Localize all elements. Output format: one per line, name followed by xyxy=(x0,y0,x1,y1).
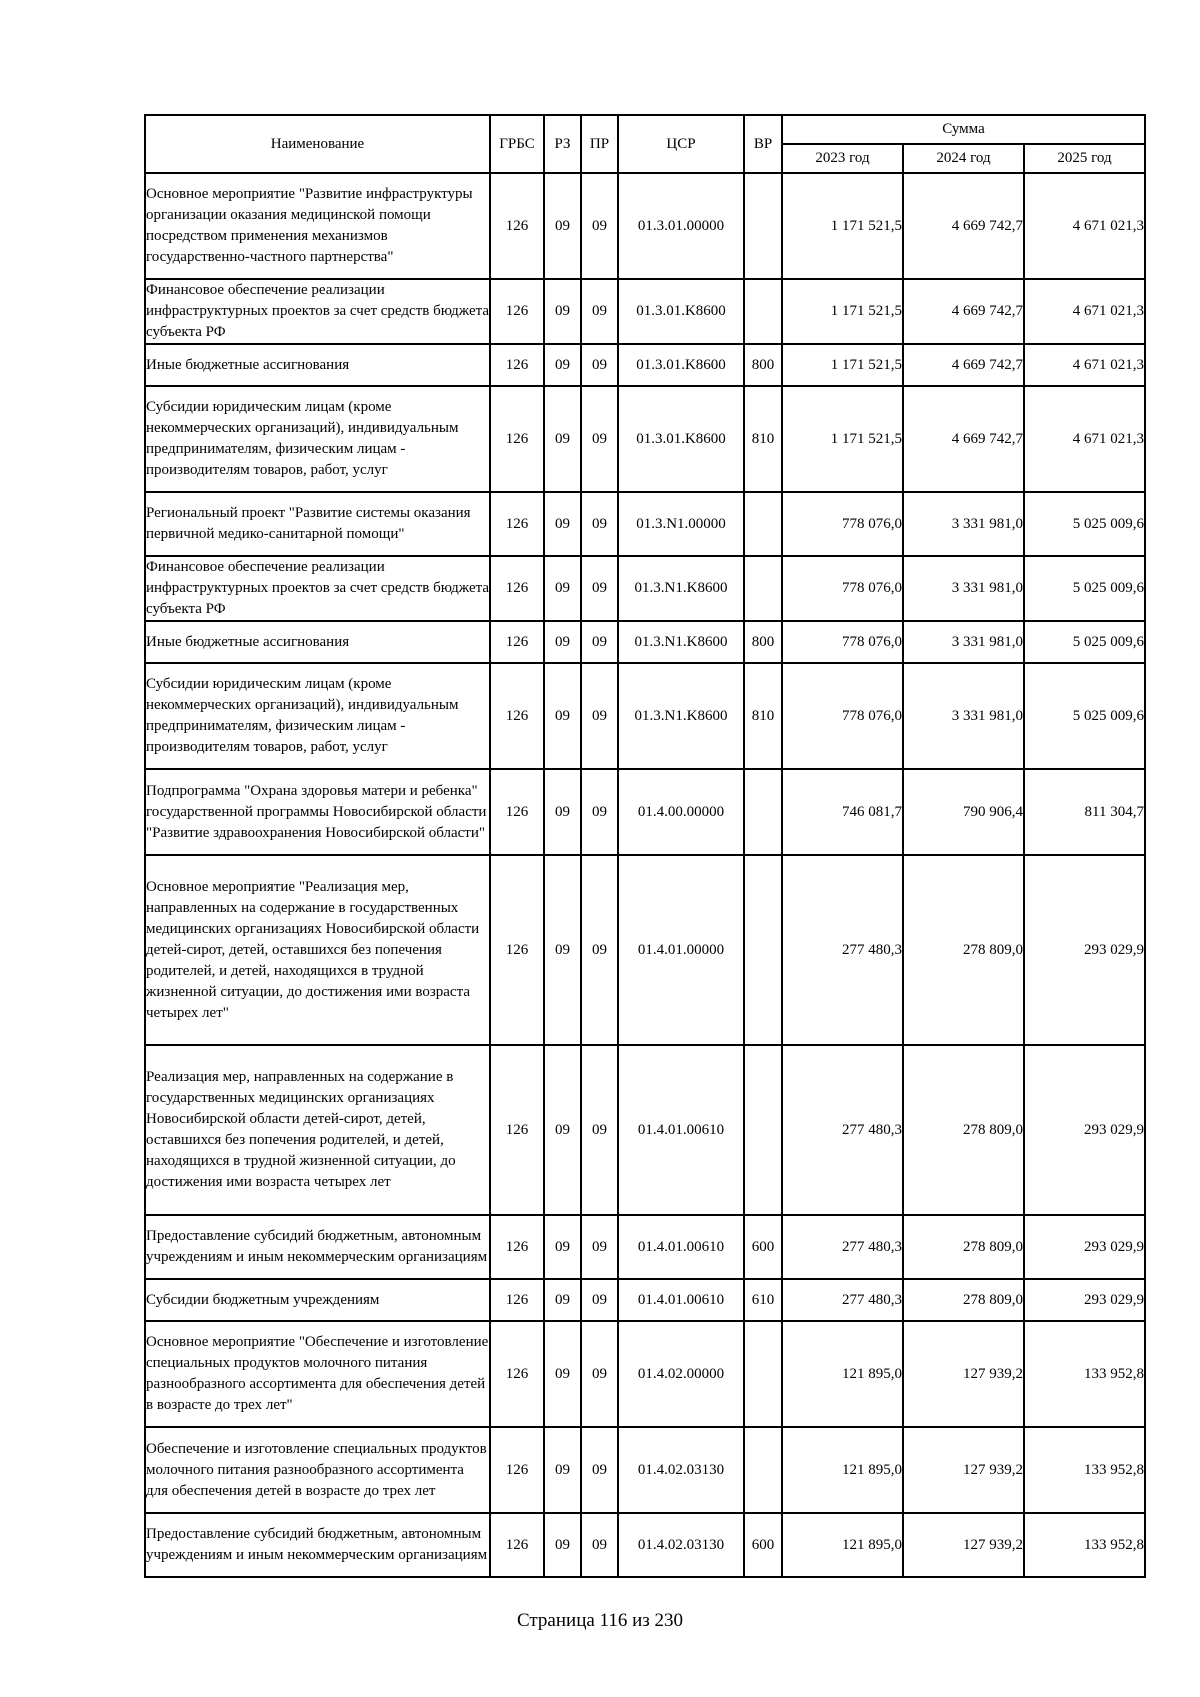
row-vr xyxy=(744,556,782,621)
row-rz: 09 xyxy=(544,556,581,621)
table-row xyxy=(145,1045,1145,1215)
document-page xyxy=(144,114,1144,1578)
row-pr: 09 xyxy=(581,173,618,279)
row-vr xyxy=(744,1427,782,1513)
table-header xyxy=(145,115,1145,173)
row-csr: 01.3.N1.00000 xyxy=(618,492,744,556)
row-grbs: 126 xyxy=(490,173,544,279)
row-vr: 610 xyxy=(744,1279,782,1321)
row-name: Основное мероприятие "Развитие инфраструктуры организации оказания медицинской помощи посредством применения механизмов государственно-частного партнерства" xyxy=(145,173,490,279)
header-rz: РЗ xyxy=(544,115,581,173)
row-vr xyxy=(744,855,782,1045)
row-sum-2023: 277 480,3 xyxy=(782,855,903,1045)
row-sum-2025: 4 671 021,3 xyxy=(1024,344,1145,386)
table-row xyxy=(145,279,1145,344)
row-sum-2025: 133 952,8 xyxy=(1024,1427,1145,1513)
row-csr: 01.4.02.00000 xyxy=(618,1321,744,1427)
table-row xyxy=(145,855,1145,1045)
row-pr: 09 xyxy=(581,1427,618,1513)
row-grbs: 126 xyxy=(490,279,544,344)
row-sum-2025: 5 025 009,6 xyxy=(1024,663,1145,769)
row-sum-2024: 278 809,0 xyxy=(903,855,1024,1045)
row-sum-2024: 278 809,0 xyxy=(903,1215,1024,1279)
row-name: Предоставление субсидий бюджетным, автономным учреждениям и иным некоммерческим организациям xyxy=(145,1215,490,1279)
row-rz: 09 xyxy=(544,621,581,663)
table-row xyxy=(145,556,1145,621)
row-sum-2024: 127 939,2 xyxy=(903,1427,1024,1513)
row-sum-2023: 778 076,0 xyxy=(782,621,903,663)
row-sum-2025: 293 029,9 xyxy=(1024,855,1145,1045)
row-csr: 01.4.02.03130 xyxy=(618,1513,744,1577)
row-csr: 01.4.01.00610 xyxy=(618,1045,744,1215)
row-vr: 810 xyxy=(744,663,782,769)
row-sum-2025: 4 671 021,3 xyxy=(1024,279,1145,344)
row-grbs: 126 xyxy=(490,1279,544,1321)
header-csr: ЦСР xyxy=(618,115,744,173)
row-sum-2025: 293 029,9 xyxy=(1024,1045,1145,1215)
row-vr xyxy=(744,279,782,344)
row-name: Иные бюджетные ассигнования xyxy=(145,344,490,386)
row-sum-2024: 3 331 981,0 xyxy=(903,621,1024,663)
row-pr: 09 xyxy=(581,769,618,855)
row-name: Предоставление субсидий бюджетным, автономным учреждениям и иным некоммерческим организациям xyxy=(145,1513,490,1577)
header-2024: 2024 год xyxy=(903,144,1024,173)
table-row xyxy=(145,1215,1145,1279)
row-sum-2025: 811 304,7 xyxy=(1024,769,1145,855)
table-body xyxy=(145,173,1145,1577)
row-grbs: 126 xyxy=(490,1321,544,1427)
row-csr: 01.3.01.00000 xyxy=(618,173,744,279)
row-rz: 09 xyxy=(544,1279,581,1321)
row-sum-2023: 277 480,3 xyxy=(782,1215,903,1279)
row-sum-2023: 121 895,0 xyxy=(782,1321,903,1427)
row-grbs: 126 xyxy=(490,1215,544,1279)
row-rz: 09 xyxy=(544,1321,581,1427)
row-sum-2023: 778 076,0 xyxy=(782,556,903,621)
table-row xyxy=(145,344,1145,386)
row-pr: 09 xyxy=(581,1215,618,1279)
row-sum-2024: 4 669 742,7 xyxy=(903,344,1024,386)
row-csr: 01.4.00.00000 xyxy=(618,769,744,855)
row-vr xyxy=(744,492,782,556)
row-sum-2024: 278 809,0 xyxy=(903,1045,1024,1215)
row-pr: 09 xyxy=(581,855,618,1045)
row-vr xyxy=(744,1321,782,1427)
header-2025: 2025 год xyxy=(1024,144,1145,173)
row-pr: 09 xyxy=(581,621,618,663)
row-rz: 09 xyxy=(544,1427,581,1513)
row-vr: 800 xyxy=(744,621,782,663)
row-sum-2023: 1 171 521,5 xyxy=(782,344,903,386)
row-pr: 09 xyxy=(581,1321,618,1427)
row-sum-2025: 5 025 009,6 xyxy=(1024,556,1145,621)
row-sum-2024: 3 331 981,0 xyxy=(903,556,1024,621)
row-name: Региональный проект "Развитие системы оказания первичной медико-санитарной помощи" xyxy=(145,492,490,556)
row-name: Субсидии бюджетным учреждениям xyxy=(145,1279,490,1321)
row-sum-2024: 4 669 742,7 xyxy=(903,279,1024,344)
table-row xyxy=(145,386,1145,492)
row-pr: 09 xyxy=(581,1279,618,1321)
row-name: Финансовое обеспечение реализации инфраструктурных проектов за счет средств бюджета субъекта РФ xyxy=(145,556,490,621)
row-rz: 09 xyxy=(544,855,581,1045)
row-csr: 01.3.N1.K8600 xyxy=(618,556,744,621)
table-row xyxy=(145,1279,1145,1321)
row-csr: 01.3.N1.K8600 xyxy=(618,621,744,663)
table-row xyxy=(145,1321,1145,1427)
table-row xyxy=(145,492,1145,556)
table-row xyxy=(145,663,1145,769)
row-sum-2024: 3 331 981,0 xyxy=(903,492,1024,556)
row-csr: 01.3.01.K8600 xyxy=(618,279,744,344)
header-2023: 2023 год xyxy=(782,144,903,173)
row-grbs: 126 xyxy=(490,386,544,492)
row-rz: 09 xyxy=(544,279,581,344)
row-sum-2023: 1 171 521,5 xyxy=(782,173,903,279)
row-name: Основное мероприятие "Реализация мер, направленных на содержание в государственных медицинских организациях Новосибирской области детей-сирот, детей, оставшихся без попечения родителей, и детей, находящихся в трудной жизненной ситуации, до достижения ими возраста четырех лет" xyxy=(145,855,490,1045)
row-csr: 01.4.01.00610 xyxy=(618,1279,744,1321)
row-rz: 09 xyxy=(544,386,581,492)
row-grbs: 126 xyxy=(490,621,544,663)
row-sum-2025: 4 671 021,3 xyxy=(1024,173,1145,279)
row-sum-2023: 121 895,0 xyxy=(782,1513,903,1577)
row-sum-2025: 293 029,9 xyxy=(1024,1215,1145,1279)
row-sum-2023: 778 076,0 xyxy=(782,492,903,556)
row-grbs: 126 xyxy=(490,492,544,556)
row-pr: 09 xyxy=(581,279,618,344)
row-sum-2025: 5 025 009,6 xyxy=(1024,492,1145,556)
row-pr: 09 xyxy=(581,556,618,621)
header-sum: Сумма xyxy=(782,115,1145,144)
row-rz: 09 xyxy=(544,769,581,855)
row-sum-2024: 4 669 742,7 xyxy=(903,173,1024,279)
row-rz: 09 xyxy=(544,663,581,769)
row-name: Обеспечение и изготовление специальных продуктов молочного питания разнообразного ассортимента для обеспечения детей в возрасте до трех лет xyxy=(145,1427,490,1513)
row-sum-2023: 778 076,0 xyxy=(782,663,903,769)
row-grbs: 126 xyxy=(490,1513,544,1577)
row-sum-2024: 4 669 742,7 xyxy=(903,386,1024,492)
row-sum-2024: 278 809,0 xyxy=(903,1279,1024,1321)
row-grbs: 126 xyxy=(490,1427,544,1513)
row-csr: 01.3.01.K8600 xyxy=(618,344,744,386)
row-sum-2025: 133 952,8 xyxy=(1024,1321,1145,1427)
header-name: Наименование xyxy=(145,115,490,173)
row-name: Финансовое обеспечение реализации инфраструктурных проектов за счет средств бюджета субъекта РФ xyxy=(145,279,490,344)
header-vr: ВР xyxy=(744,115,782,173)
row-csr: 01.4.01.00610 xyxy=(618,1215,744,1279)
row-name: Основное мероприятие "Обеспечение и изготовление специальных продуктов молочного питания разнообразного ассортимента для обеспечения детей в возрасте до трех лет" xyxy=(145,1321,490,1427)
row-sum-2025: 5 025 009,6 xyxy=(1024,621,1145,663)
row-csr: 01.3.N1.K8600 xyxy=(618,663,744,769)
row-sum-2023: 1 171 521,5 xyxy=(782,279,903,344)
row-name: Подпрограмма "Охрана здоровья матери и ребенка" государственной программы Новосибирской области "Развитие здравоохранения Новосибирской области" xyxy=(145,769,490,855)
row-rz: 09 xyxy=(544,1513,581,1577)
table-row xyxy=(145,1427,1145,1513)
row-pr: 09 xyxy=(581,1513,618,1577)
row-grbs: 126 xyxy=(490,344,544,386)
row-rz: 09 xyxy=(544,173,581,279)
row-csr: 01.4.02.03130 xyxy=(618,1427,744,1513)
row-vr: 800 xyxy=(744,344,782,386)
page-number: Страница 116 из 230 xyxy=(516,1610,684,1631)
row-sum-2024: 127 939,2 xyxy=(903,1513,1024,1577)
row-sum-2025: 293 029,9 xyxy=(1024,1279,1145,1321)
row-csr: 01.4.01.00000 xyxy=(618,855,744,1045)
header-grbs: ГРБС xyxy=(490,115,544,173)
row-pr: 09 xyxy=(581,663,618,769)
row-sum-2023: 121 895,0 xyxy=(782,1427,903,1513)
row-name: Субсидии юридическим лицам (кроме некоммерческих организаций), индивидуальным предпринимателям, физическим лицам - производителям товаров, работ, услуг xyxy=(145,663,490,769)
row-pr: 09 xyxy=(581,344,618,386)
row-grbs: 126 xyxy=(490,663,544,769)
row-rz: 09 xyxy=(544,492,581,556)
row-vr xyxy=(744,173,782,279)
row-rz: 09 xyxy=(544,1045,581,1215)
row-pr: 09 xyxy=(581,492,618,556)
row-pr: 09 xyxy=(581,1045,618,1215)
table-row xyxy=(145,1513,1145,1577)
row-sum-2023: 746 081,7 xyxy=(782,769,903,855)
row-grbs: 126 xyxy=(490,769,544,855)
row-grbs: 126 xyxy=(490,1045,544,1215)
row-grbs: 126 xyxy=(490,556,544,621)
row-name: Иные бюджетные ассигнования xyxy=(145,621,490,663)
row-vr: 600 xyxy=(744,1215,782,1279)
table-row xyxy=(145,769,1145,855)
row-name: Субсидии юридическим лицам (кроме некоммерческих организаций), индивидуальным предпринимателям, физическим лицам - производителям товаров, работ, услуг xyxy=(145,386,490,492)
header-pr: ПР xyxy=(581,115,618,173)
row-rz: 09 xyxy=(544,1215,581,1279)
row-sum-2023: 1 171 521,5 xyxy=(782,386,903,492)
row-sum-2025: 133 952,8 xyxy=(1024,1513,1145,1577)
row-sum-2024: 790 906,4 xyxy=(903,769,1024,855)
row-sum-2025: 4 671 021,3 xyxy=(1024,386,1145,492)
row-vr xyxy=(744,1045,782,1215)
budget-table xyxy=(144,114,1146,1578)
row-sum-2023: 277 480,3 xyxy=(782,1045,903,1215)
row-csr: 01.3.01.K8600 xyxy=(618,386,744,492)
table-row xyxy=(145,621,1145,663)
row-sum-2024: 3 331 981,0 xyxy=(903,663,1024,769)
row-vr: 600 xyxy=(744,1513,782,1577)
row-vr: 810 xyxy=(744,386,782,492)
row-sum-2023: 277 480,3 xyxy=(782,1279,903,1321)
row-name: Реализация мер, направленных на содержание в государственных медицинских организациях Новосибирской области детей-сирот, детей, оставшихся без попечения родителей, и детей, находящихся в трудной жизненной ситуации, до достижения ими возраста четырех лет xyxy=(145,1045,490,1215)
row-sum-2024: 127 939,2 xyxy=(903,1321,1024,1427)
row-grbs: 126 xyxy=(490,855,544,1045)
row-rz: 09 xyxy=(544,344,581,386)
row-vr xyxy=(744,769,782,855)
table-row xyxy=(145,173,1145,279)
row-pr: 09 xyxy=(581,386,618,492)
